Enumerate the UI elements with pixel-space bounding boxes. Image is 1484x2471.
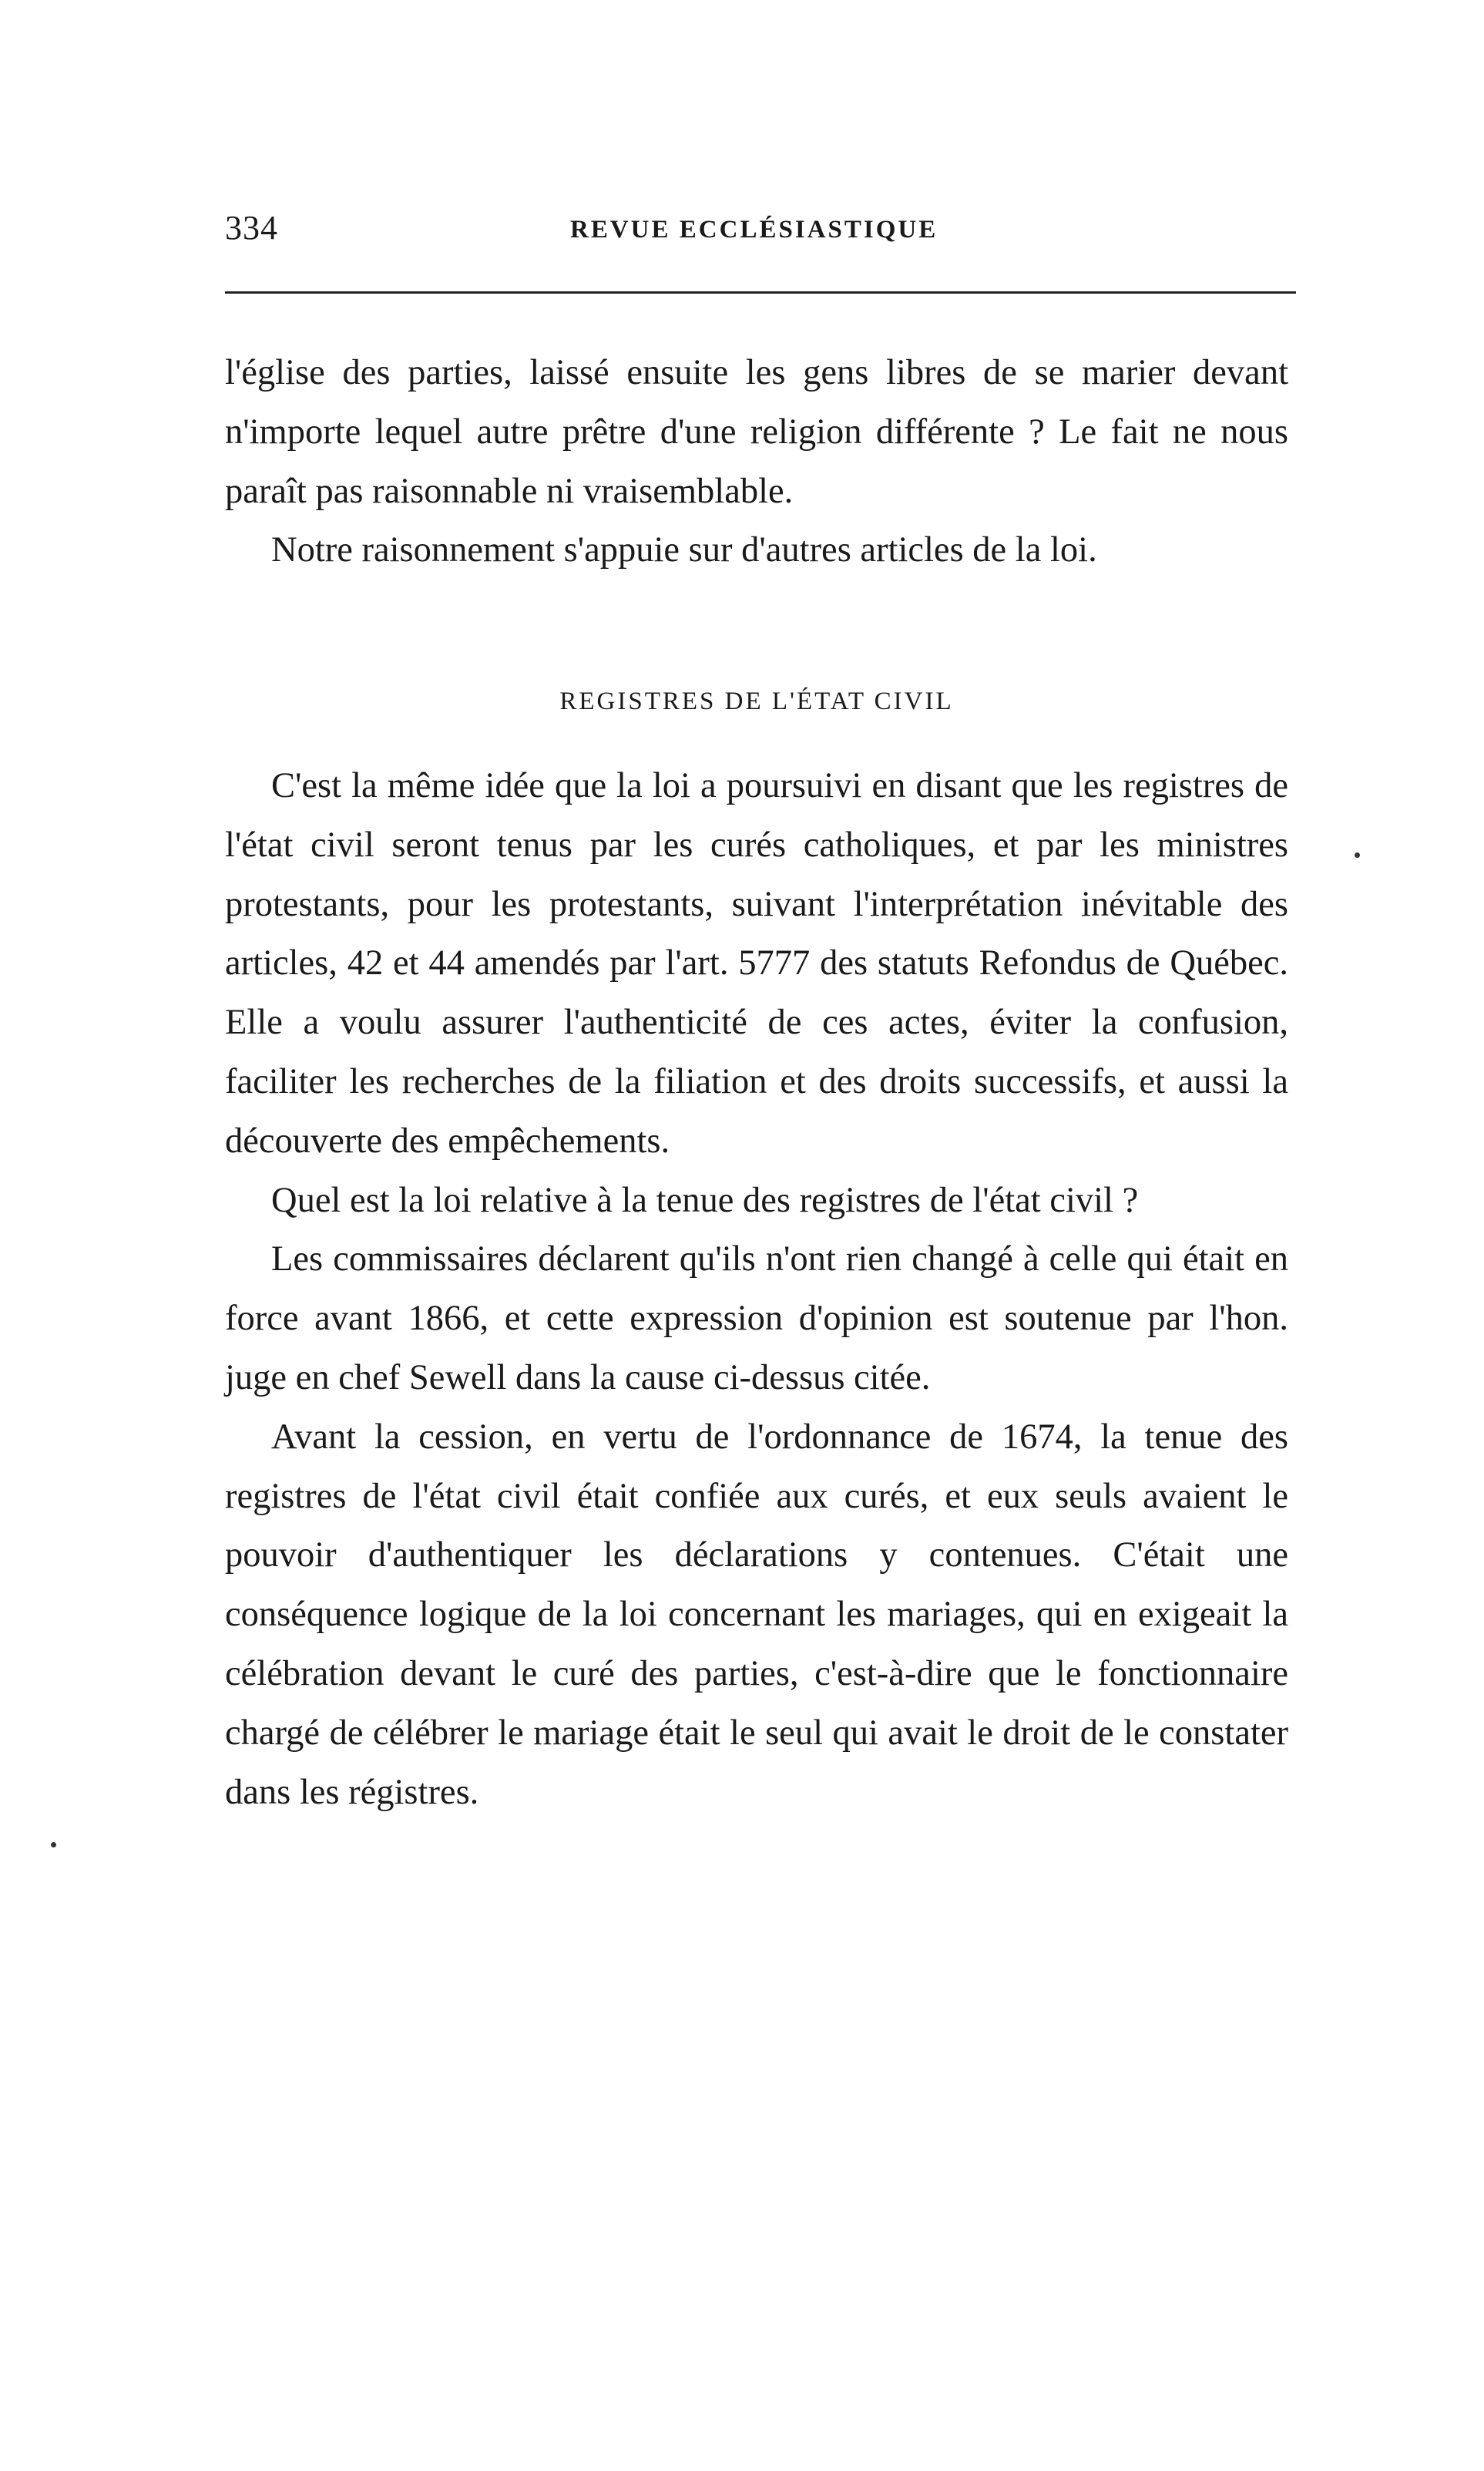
margin-mark [51, 1842, 56, 1847]
header-rule [225, 291, 1296, 294]
paragraph: Quel est la loi relative à la tenue des registres de l'état civil ? [271, 1180, 1139, 1220]
paragraph: Les commissaires déclarent qu'ils n'ont rien changé à celle qui était en force avant 1866, et cette expression d'opinion est soutenue par l'hon. juge en chef Sewell dans la cause ci-dessus citée. [225, 1239, 1288, 1397]
section-heading: REGISTRES DE L'ÉTAT CIVIL [559, 688, 954, 715]
body-text-top [225, 344, 1288, 580]
running-title: REVUE ECCLÉSIASTIQUE [570, 216, 938, 244]
page-number: 334 [225, 209, 278, 247]
paragraph: Notre raisonnement s'appuie sur d'autres articles de la loi. [271, 530, 1097, 570]
margin-mark [1355, 852, 1360, 858]
body-text-main [225, 757, 1288, 1822]
paragraph: l'église des parties, laissé ensuite les gens libres de se marier devant n'importe lequel autre prêtre d'une religion différente ? Le fait ne nous paraît pas raisonnable ni vraisemblable. [225, 353, 1288, 511]
paragraph: Avant la cession, en vertu de l'ordonnance de 1674, la tenue des registres de l'état civil était confiée aux curés, et eux seuls avaient le pouvoir d'authentiquer les déclarations y contenues. C'était une conséquence logique de la loi concernant les mariages, qui en exigeait la célébration devant le curé des parties, c'est-à-dire que le fonctionnaire chargé de célébrer le mariage était le seul qui avait le droit de le constater dans les régistres. [225, 1417, 1288, 1812]
paragraph: C'est la même idée que la loi a poursuivi en disant que les registres de l'état civil seront tenus par les curés catholiques, et par les ministres protestants, pour les protestants, suivant l'interprétation inévitable des articles, 42 et 44 amendés par l'art. 5777 des statuts Refondus de Québec. Elle a voulu assurer l'authenticité de ces actes, éviter la confusion, faciliter les recherches de la filiation et des droits successifs, et aussi la découverte des empêchements. [225, 766, 1288, 1161]
